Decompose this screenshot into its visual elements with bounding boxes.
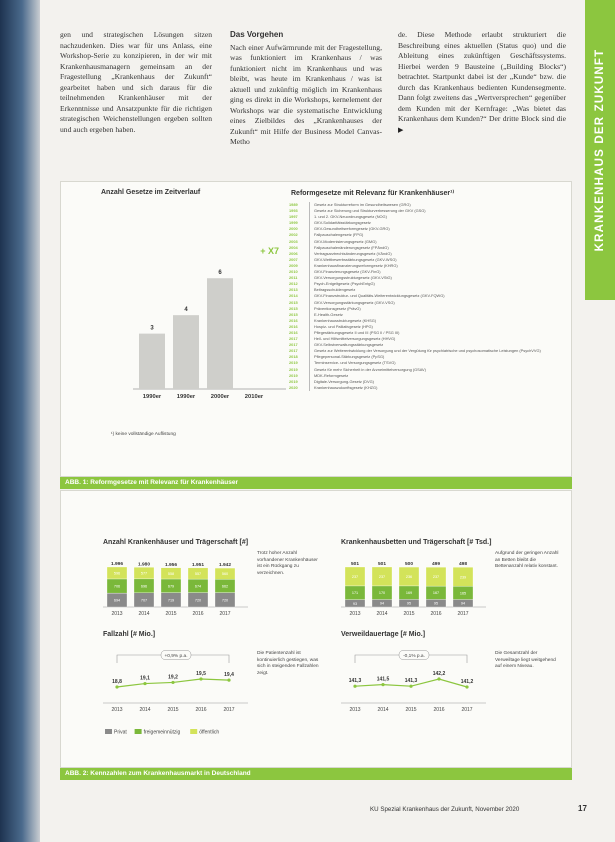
total-label: 501: [350, 562, 360, 567]
law-year: 2019: [289, 366, 298, 372]
segment-value-label: 94: [460, 601, 466, 606]
law-name: Terminservice- und Versorgungsgesetz (TSVG): [309, 360, 567, 366]
total-label: 1.956: [164, 562, 178, 568]
total-label: 1.951: [191, 562, 205, 568]
law-name: GKV-Versorgungsstärkungsgesetz (GKV-VSG): [309, 300, 567, 306]
segment-value-label: 558: [167, 571, 175, 576]
bar: [173, 315, 199, 389]
data-label: 18,8: [112, 679, 122, 685]
law-year: 2019: [289, 372, 298, 378]
law-year: 2011: [289, 275, 298, 281]
figure-1-panel: [60, 181, 572, 477]
legend-swatch: [105, 729, 112, 734]
segment-value-label: 577: [140, 571, 148, 576]
x-tick-label: 2017: [223, 707, 235, 713]
law-year: 2016: [289, 323, 298, 329]
law-name: Vertragsarztrechtsänderungsgesetz (VÄndG): [309, 251, 567, 257]
law-year: 2017: [289, 336, 298, 342]
x-tick-label: 2017: [461, 707, 473, 713]
x-tick-label: 2013: [111, 707, 123, 713]
section-band: [585, 0, 615, 300]
segment-value-label: 679: [167, 584, 175, 589]
segment-value-label: 720: [221, 598, 229, 603]
law-year: 2018: [289, 354, 298, 360]
x-tick-label: 2014: [376, 611, 388, 617]
segment-value-label: 596: [113, 571, 121, 576]
growth-label: + X7: [260, 246, 279, 256]
law-name: GKV-Finanzierungsgesetz (GKV-FinG): [309, 269, 567, 275]
law-name: Gesetz für mehr Sicherheit in der Arzneimittelversorgung (GSAV): [309, 367, 567, 373]
data-point: [465, 685, 468, 688]
x-tick-label: 2016: [430, 611, 442, 617]
law-year: 1989: [289, 202, 298, 207]
hospitals-chart-title: Anzahl Krankenhäuser und Trägerschaft [#]: [103, 539, 249, 546]
beds-stacked-chart: [341, 551, 491, 621]
law-year: 2010: [289, 269, 298, 275]
page-number: 17: [578, 804, 587, 813]
x-tick-label: 2016: [433, 707, 445, 713]
law-year: 2002: [289, 232, 298, 238]
x-tick-label: 2016: [195, 707, 207, 713]
law-name: Pflegestärkungsgesetz II und III (PSG II / PSG III): [309, 330, 567, 336]
text-column-1: [60, 30, 212, 135]
segment-value-label: 557: [194, 571, 202, 576]
x-tick-label: 2000er: [210, 394, 230, 400]
segment-value-label: 236: [405, 575, 413, 580]
legend-swatch: [190, 729, 197, 734]
x-tick-label: 2014: [139, 707, 151, 713]
body-text: gen und strategischen Lösungen sitzen nachzudenken. Dies war für uns Anlass, eine Workshop-Serie zu konzipieren, in der wir mit Krankenhausmanagern gemeinsam an der Fragestellung „Krankenhaus der Zukunft“ gearbeitet haben und sich daraus für die teilnehmenden Krankenhäuser mit der Erkenntnisse und Ansatzpunkte für die richtigen strategischen Weichenstellungen ergeben sollten und auch ergeben haben.: [60, 30, 212, 134]
laws-list-title: Reformgesetze mit Relevanz für Krankenhäuser¹⁾: [291, 190, 455, 197]
law-name: GKV-Versorgungsstrukturgesetz (GKV-VStG): [309, 275, 567, 281]
law-year: 2016: [289, 317, 298, 323]
law-year: 2016: [289, 329, 298, 335]
law-year: 2017: [289, 348, 298, 354]
beds-chart-title: Krankenhausbetten und Trägerschaft [# Tsd.]: [341, 539, 492, 546]
segment-value-label: 719: [167, 598, 175, 603]
segment-value-label: 706: [113, 584, 121, 589]
segment-value-label: 560: [221, 572, 229, 577]
law-name: Hospiz- und Palliativgesetz (HPG): [309, 324, 567, 330]
law-name: GKV-Modernisierungsgesetz (GMG): [309, 239, 567, 245]
law-name: Digitale-Versorgung-Gesetz (DVG): [309, 379, 567, 385]
legend-label: Privat: [114, 729, 127, 736]
law-name: Fallpauschalenänderungsgesetz (FPÄndG): [309, 245, 567, 251]
law-year: 2015: [289, 305, 298, 311]
legend-label: öffentlich: [199, 729, 220, 736]
cases-note: Die Patientenzahl ist kontinuierlich gestiegen, was sich in steigenden Fallzahlen zeigt.: [257, 651, 319, 676]
total-label: 498: [458, 562, 468, 568]
chart-title: Anzahl Gesetze im Zeitverlauf: [101, 189, 201, 196]
law-name: Krankenhauszukunftsgesetz (KHZG): [309, 385, 567, 391]
footer-text: KU Spezial Krankenhaus der Zukunft, November 2020: [370, 806, 520, 813]
previous-page-edge: [0, 0, 40, 842]
data-point: [115, 685, 118, 688]
stay-note: Die Gesamtzahl der Verweiltage liegt weitgehend auf einem Niveau.: [495, 651, 556, 669]
law-year: 2006: [289, 250, 298, 256]
law-year: 2017: [289, 342, 298, 348]
body-text: Nach einer Aufwärmrunde mit der Fragestellung, was funktioniert im Krankenhaus / was funktioniert nicht im Krankenhaus und was bleibt, was heute im Krankenhaus / was ist aktuell und zukünftig möglich im Krankenhaus ging es direkt in die Workshops, kernelement der Workshops war die systematische Entwicklung eines Zielbildes des „Krankenhauses der Zukunft“ mit Hilfe der Business Model Canvas-Metho: [230, 42, 382, 146]
x-tick-label: 2016: [192, 611, 204, 617]
law-name: Heil- und Hilfsmittelversorgungsgesetz (HHVG): [309, 336, 567, 342]
continue-arrow-icon: ▶: [398, 125, 404, 134]
data-label: 141,3: [348, 678, 362, 685]
law-name: GKV-Selbstverwaltungsstärkungsgesetz: [309, 342, 567, 348]
data-label: 19,1: [140, 675, 150, 682]
total-label: 500: [404, 562, 414, 568]
data-point: [171, 681, 174, 684]
law-name: MDK-Reformgesetz: [309, 373, 567, 379]
segment-value-label: 674: [194, 584, 202, 589]
bar: [207, 278, 233, 389]
segment-value-label: 237: [432, 575, 440, 580]
total-label: 499: [431, 562, 441, 568]
law-year: 2003: [289, 238, 298, 244]
segment-value-label: 239: [459, 575, 467, 580]
x-tick-label: 2013: [349, 611, 361, 617]
total-label: 1.996: [110, 562, 124, 567]
law-year: 2013: [289, 287, 298, 293]
law-name: Pflegepersonal-Stärkungsgesetz (PpSG): [309, 354, 567, 360]
law-name: Fallpauschalengesetz (FPG): [309, 232, 567, 238]
legend-label: freigemeinnützig: [143, 729, 181, 736]
segment-value-label: 662: [221, 584, 229, 589]
law-name: Gesetz zur Weiterentwicklung der Versorgung und der Vergütung für psychiatrische und psychosomatische Leistungen (PsychVVG): [309, 348, 567, 354]
data-label: 19,5: [196, 671, 206, 677]
chart-footnote: ¹) keine vollständige Auflistung: [111, 432, 176, 437]
section-heading: Das Vorgehen: [230, 30, 284, 39]
law-year: 2020: [289, 384, 298, 390]
total-label: 1.980: [137, 562, 151, 568]
law-name: 1. und 2. GKV-Neuordnungsgesetz (NOG): [309, 214, 567, 220]
segment-value-label: 167: [432, 591, 440, 596]
total-label: 501: [377, 562, 387, 567]
segment-value-label: 720: [194, 598, 202, 603]
segment-value-label: 694: [113, 598, 121, 603]
data-label: 141,3: [404, 678, 418, 685]
law-year: 2015: [289, 299, 298, 305]
law-row: [289, 385, 567, 391]
cases-chart-title: Fallzahl [# Mio.]: [103, 631, 156, 638]
beds-note: Aufgrund der geringen Anzahl an Betten bleibt die Bettenanzahl relativ konstant.: [495, 551, 559, 569]
data-label: 141,5: [376, 676, 390, 683]
data-point: [227, 679, 230, 682]
figure-2-caption: ABB. 2: Kennzahlen zum Krankenhausmarkt in Deutschland: [60, 768, 572, 780]
law-name: Gesetz zur Strukturreform im Gesundheitswesen (GRG): [309, 202, 567, 208]
x-tick-label: 2010er: [244, 394, 264, 400]
x-tick-label: 2014: [377, 707, 389, 713]
segment-value-label: 93: [352, 601, 358, 606]
segment-value-label: 94: [379, 601, 385, 606]
laws-bar-chart: [91, 204, 291, 429]
data-point: [437, 677, 440, 680]
x-tick-label: 2014: [138, 611, 150, 617]
section-title: KRANKENHAUS DER ZUKUNFT: [594, 48, 606, 252]
data-point: [409, 685, 412, 688]
figure-2-panel: [60, 490, 572, 768]
cagr-label: +0,9% p.a.: [164, 653, 188, 659]
hospitals-note: Trotz hoher Anzahl vorhandener Krankenhäuser ist ein Rückgang zu verzeichnen.: [257, 551, 318, 576]
segment-value-label: 696: [140, 584, 148, 589]
x-tick-label: 1990er: [142, 394, 162, 400]
law-name: E-Health-Gesetz: [309, 312, 567, 318]
segment-value-label: 237: [378, 574, 386, 579]
chart-legend: [103, 727, 253, 737]
segment-value-label: 169: [405, 591, 413, 596]
data-point: [143, 682, 146, 685]
x-tick-label: 2013: [349, 707, 361, 713]
data-label: 19,2: [168, 674, 178, 681]
data-label: 19,4: [224, 672, 234, 679]
x-tick-label: 1990er: [176, 394, 196, 400]
bar-value-label: 6: [218, 270, 222, 277]
law-year: 1997: [289, 214, 298, 220]
segment-value-label: 707: [140, 598, 148, 603]
legend-swatch: [135, 729, 142, 734]
law-year: 1993: [289, 208, 298, 214]
law-year: 2007: [289, 256, 298, 262]
x-tick-label: 2013: [111, 611, 123, 617]
data-label: 141,2: [460, 679, 474, 685]
x-tick-label: 2017: [457, 611, 469, 617]
law-year: 2012: [289, 281, 298, 287]
stay-line-chart: [341, 641, 491, 721]
bar-value-label: 4: [184, 307, 188, 314]
law-name: GKV-Gesundheitsreformgesetz (GKV-GRG): [309, 226, 567, 232]
law-year: 2014: [289, 293, 298, 299]
bar: [139, 334, 165, 389]
text-column-3: [398, 30, 566, 135]
data-point: [199, 677, 202, 680]
cagr-label: -0,1% p.a.: [403, 653, 425, 659]
law-name: GKV-Finanzstruktur- und Qualitäts-Weiterentwicklungsgesetz (GKV-FQWG): [309, 293, 567, 299]
law-name: Psych-Entgeltgesetz (PsychEntgG): [309, 281, 567, 287]
law-year: 2004: [289, 244, 298, 250]
segment-value-label: 170: [378, 591, 386, 596]
total-label: 1.942: [218, 563, 232, 569]
law-year: 2019: [289, 378, 298, 384]
law-name: Beitragsschuldengesetz: [309, 287, 567, 293]
body-text: de. Diese Methode erlaubt strukturiert die Beschreibung eines aktuellen (Status quo) und die Ableitung eines zukünftigen Geschäftssystems. Hierbei werden 9 Bausteine („Building Blocks“) betrachtet. Startpunkt dabei ist der „Kunde“ bzw. die durch das Krankenhaus bedienten Kundensegmente. Dann folgt zweitens das „Wertversprechen“ gegenüber dem Kunden mit der Kernfrage: „Was bietet das Krankenhaus dem Kunden?“ Der dritte Block sind die ▶: [398, 30, 566, 134]
laws-list: [289, 202, 567, 391]
law-name: Krankenhausfinanzierungsreformgesetz (KHRG): [309, 263, 567, 269]
x-tick-label: 2015: [403, 611, 415, 617]
hospitals-stacked-chart: [103, 551, 253, 621]
law-year: 2019: [289, 360, 298, 366]
x-tick-label: 2015: [165, 611, 177, 617]
segment-value-label: 95: [406, 601, 412, 606]
data-label: 142,2: [432, 671, 446, 677]
segment-value-label: 237: [351, 574, 359, 579]
x-tick-label: 2017: [219, 611, 231, 617]
segment-value-label: 165: [459, 591, 467, 596]
x-tick-label: 2015: [405, 707, 417, 713]
law-year: 2000: [289, 226, 298, 232]
stay-chart-title: Verweildauertage [# Mio.]: [341, 631, 426, 638]
law-name: Gesetz zur Sicherung und Strukturverbesserung der GKV (GSG): [309, 208, 567, 214]
law-name: Krankenhausstrukturgesetz (KHSG): [309, 318, 567, 324]
law-year: 1999: [289, 220, 298, 226]
data-point: [353, 685, 356, 688]
law-name: Präventionsgesetz (PrävG): [309, 306, 567, 312]
bar-value-label: 3: [150, 325, 154, 332]
text-column-2: [230, 30, 382, 148]
magazine-page: [40, 0, 615, 842]
figure-1-caption: ABB. 1: Reformgesetze mit Relevanz für Krankenhäuser: [60, 477, 572, 489]
cases-line-chart: [103, 641, 253, 721]
law-name: GKV-Solidaritätsstärkungsgesetz: [309, 220, 567, 226]
law-year: 2015: [289, 311, 298, 317]
x-tick-label: 2015: [167, 707, 179, 713]
law-year: 2009: [289, 262, 298, 268]
law-name: GKV-Wettbewerbsstärkungsgesetz (GKV-WSG): [309, 257, 567, 263]
segment-value-label: 171: [351, 591, 359, 596]
segment-value-label: 95: [433, 601, 439, 606]
data-point: [381, 683, 384, 686]
